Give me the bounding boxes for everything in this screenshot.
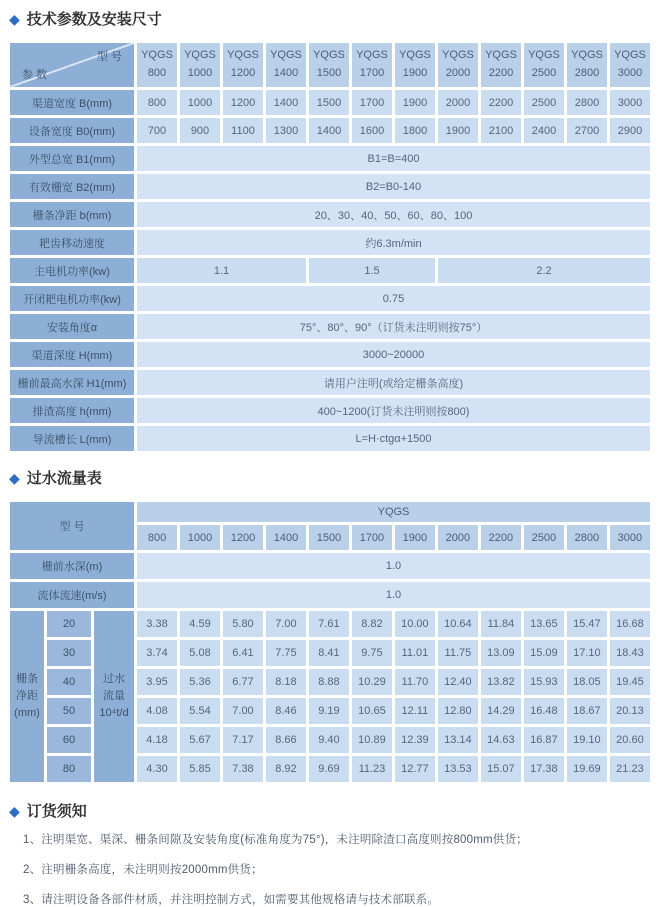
table-row	[10, 553, 650, 579]
table-header-row	[10, 502, 650, 522]
param-label: 有效栅宽 B2(mm)	[10, 174, 134, 199]
brand-text: YQGS	[356, 49, 388, 62]
param-label: 导流槽长 L(mm)	[10, 426, 134, 451]
flow-value: 7.17	[223, 727, 263, 753]
param-label: 渠道深度 H(mm)	[10, 342, 134, 367]
model-number-cell: 2800	[567, 525, 607, 550]
flow-value: 5.36	[180, 669, 220, 695]
model-number-cell: 800	[137, 525, 177, 550]
value-span-cell: 1.5	[309, 258, 435, 283]
model-number: 2000	[445, 67, 471, 79]
model-number-cell: 3000	[610, 525, 650, 550]
flow-value: 13.82	[481, 669, 521, 695]
flow-value: 21.23	[610, 756, 650, 782]
flow-value: 8.82	[352, 611, 392, 637]
param-label: 耙齿移动速度	[10, 230, 134, 255]
model-header-cell	[395, 43, 435, 87]
value-span-cell: L=H·ctgα+1500	[137, 426, 650, 451]
corner-header-cell	[10, 43, 134, 87]
model-header-cell	[352, 43, 392, 87]
flow-value: 5.67	[180, 727, 220, 753]
value-span-cell: 3000~20000	[137, 342, 650, 367]
value-cell: 2900	[610, 118, 650, 143]
model-number-cell: 2500	[524, 525, 564, 550]
value-cell: 2800	[567, 90, 607, 115]
value-cell: 1700	[352, 90, 392, 115]
param-label: 流体流速(m/s)	[10, 582, 134, 608]
value-cell: 2700	[567, 118, 607, 143]
value-span-cell: B1=B=400	[137, 146, 650, 171]
model-header-cell	[180, 43, 220, 87]
model-header-cell	[524, 43, 564, 87]
flow-value: 10.65	[352, 698, 392, 724]
flow-value: 11.01	[395, 640, 435, 666]
table-row	[10, 202, 650, 227]
label-line: 栅条	[16, 672, 38, 685]
value-span-cell: 0.75	[137, 286, 650, 311]
model-number: 1200	[230, 67, 256, 79]
flow-value: 12.39	[395, 727, 435, 753]
value-cell: 1900	[395, 90, 435, 115]
flow-value: 17.10	[567, 640, 607, 666]
flow-value: 11.70	[395, 669, 435, 695]
flow-value: 16.68	[610, 611, 650, 637]
value-span-cell: 1.0	[137, 553, 650, 579]
param-label: 开闭耙电机功率(kw)	[10, 286, 134, 311]
brand-text: YQGS	[485, 49, 517, 62]
flow-value: 12.80	[438, 698, 478, 724]
order-note-3: 3、请注明设备各部件材质，并注明控制方式，如需要其他规格请与技术部联系。	[23, 894, 440, 906]
model-number: 1700	[359, 67, 385, 79]
gap-value: 60	[47, 727, 91, 753]
flow-value: 18.05	[567, 669, 607, 695]
value-cell: 2200	[481, 90, 521, 115]
flow-value: 7.00	[266, 611, 306, 637]
param-label: 外型总宽 B1(mm)	[10, 146, 134, 171]
model-header-cell	[567, 43, 607, 87]
brand-text: YQGS	[571, 49, 603, 62]
flow-value: 10.00	[395, 611, 435, 637]
value-span-cell: 1.1	[137, 258, 306, 283]
model-number-cell: 1200	[223, 525, 263, 550]
flow-value: 18.67	[567, 698, 607, 724]
brand-text: YQGS	[313, 49, 345, 62]
table-row	[10, 342, 650, 367]
value-cell: 1200	[223, 90, 263, 115]
diamond-icon: ◆	[9, 469, 20, 486]
flow-value: 4.30	[137, 756, 177, 782]
flow-value: 13.09	[481, 640, 521, 666]
value-cell: 2400	[524, 118, 564, 143]
model-header-cell	[309, 43, 349, 87]
table-row	[10, 118, 650, 143]
flow-value: 11.23	[352, 756, 392, 782]
flow-value: 4.59	[180, 611, 220, 637]
value-cell: 2000	[438, 90, 478, 115]
table-row	[10, 258, 650, 283]
table-row	[10, 146, 650, 171]
flow-value: 8.41	[309, 640, 349, 666]
value-span-cell: 20、30、40、50、60、80、100	[137, 202, 650, 227]
brand-text: YQGS	[270, 49, 302, 62]
flow-value: 5.85	[180, 756, 220, 782]
flow-value: 11.84	[481, 611, 521, 637]
value-cell: 2100	[481, 118, 521, 143]
brand-text: YQGS	[227, 49, 259, 62]
param-label: 渠道宽度 B(mm)	[10, 90, 134, 115]
flow-value: 3.95	[137, 669, 177, 695]
value-span-cell: 请用户注明(或给定栅条高度)	[137, 370, 650, 395]
label-line: 10⁴t/d	[99, 707, 129, 720]
model-number: 2500	[531, 67, 557, 79]
flow-value: 13.53	[438, 756, 478, 782]
order-notes	[23, 831, 653, 907]
table-row	[10, 398, 650, 423]
flow-value: 7.00	[223, 698, 263, 724]
model-number: 2800	[574, 67, 600, 79]
flow-value: 17.38	[524, 756, 564, 782]
value-cell: 1100	[223, 118, 263, 143]
flow-value: 19.69	[567, 756, 607, 782]
flow-value: 8.92	[266, 756, 306, 782]
flow-value: 16.87	[524, 727, 564, 753]
flow-value: 13.65	[524, 611, 564, 637]
flow-value: 10.89	[352, 727, 392, 753]
flow-value: 3.38	[137, 611, 177, 637]
value-span-cell: B2=B0-140	[137, 174, 650, 199]
param-label: 栅前水深(m)	[10, 553, 134, 579]
model-number: 3000	[617, 67, 643, 79]
flow-value: 19.10	[567, 727, 607, 753]
model-number-cell: 2000	[438, 525, 478, 550]
flow-value: 10.29	[352, 669, 392, 695]
flow-value: 16.48	[524, 698, 564, 724]
gap-value: 30	[47, 640, 91, 666]
value-cell: 1300	[266, 118, 306, 143]
value-cell: 900	[180, 118, 220, 143]
flow-value: 12.11	[395, 698, 435, 724]
table-row	[10, 611, 650, 637]
flow-value: 4.18	[137, 727, 177, 753]
diamond-icon: ◆	[9, 10, 20, 27]
flow-value: 10.64	[438, 611, 478, 637]
model-header-cell	[610, 43, 650, 87]
table-row	[10, 174, 650, 199]
model-header-cell	[223, 43, 263, 87]
order-note-2: 2、注明栅条高度，未注明则按2000mm供货；	[23, 864, 263, 876]
table-row	[10, 370, 650, 395]
flow-value: 8.18	[266, 669, 306, 695]
gap-value: 20	[47, 611, 91, 637]
param-label: 排渣高度 h(mm)	[10, 398, 134, 423]
label-line: 流量	[103, 689, 125, 702]
value-cell: 800	[137, 90, 177, 115]
value-span-cell: 400~1200(订货未注明则按800)	[137, 398, 650, 423]
flow-value: 4.08	[137, 698, 177, 724]
param-label: 设备宽度 B0(mm)	[10, 118, 134, 143]
label-line: 过水	[103, 672, 125, 685]
model-number-cell: 1500	[309, 525, 349, 550]
model-number-cell: 1900	[395, 525, 435, 550]
flow-value: 5.80	[223, 611, 263, 637]
flow-value: 12.77	[395, 756, 435, 782]
flow-value: 7.75	[266, 640, 306, 666]
value-cell: 1000	[180, 90, 220, 115]
brand-text: YQGS	[442, 49, 474, 62]
model-number: 800	[147, 67, 167, 79]
value-span-cell: 2.2	[438, 258, 650, 283]
section-title-order-notes	[9, 800, 653, 821]
flow-value: 18.43	[610, 640, 650, 666]
brand-text: YQGS	[141, 49, 173, 62]
flow-value: 7.61	[309, 611, 349, 637]
flow-value: 11.75	[438, 640, 478, 666]
flow-unit-label	[94, 611, 134, 782]
corner-model-cell: 型 号	[10, 502, 134, 550]
flow-value: 9.19	[309, 698, 349, 724]
flow-value: 14.63	[481, 727, 521, 753]
corner-model-label: 型 号	[96, 51, 122, 63]
param-label: 主电机功率(kw)	[10, 258, 134, 283]
label-line: 净距	[16, 689, 38, 702]
model-number: 1500	[316, 67, 342, 79]
brand-text: YQGS	[614, 49, 646, 62]
bar-spacing-label	[10, 611, 44, 782]
model-number-cell: 1000	[180, 525, 220, 550]
order-note-1: 1、注明渠宽、渠深、栅条间隙及安装角度(标准角度为75°)，未注明除渣口高度则按800mm供货；	[23, 834, 528, 846]
brand-text: YQGS	[399, 49, 431, 62]
flow-value: 20.13	[610, 698, 650, 724]
gap-value: 50	[47, 698, 91, 724]
diamond-icon: ◆	[9, 802, 20, 819]
flow-value: 15.09	[524, 640, 564, 666]
table-row	[10, 314, 650, 339]
model-number: 1900	[402, 67, 428, 79]
value-span-cell: 约6.3m/min	[137, 230, 650, 255]
flow-value: 13.14	[438, 727, 478, 753]
value-cell: 1900	[438, 118, 478, 143]
param-label: 栅条净距 b(mm)	[10, 202, 134, 227]
section-title-tech-params	[9, 8, 653, 29]
model-header-cell	[481, 43, 521, 87]
flow-value: 14.29	[481, 698, 521, 724]
section-title-flow-table	[9, 467, 653, 488]
flow-value: 7.38	[223, 756, 263, 782]
label-line: (mm)	[14, 707, 40, 720]
flow-value: 12.40	[438, 669, 478, 695]
model-header-cell	[438, 43, 478, 87]
model-header-cell	[266, 43, 306, 87]
flow-value: 5.08	[180, 640, 220, 666]
flow-value: 19.45	[610, 669, 650, 695]
model-number: 1000	[187, 67, 213, 79]
param-label: 栅前最高水深 H1(mm)	[10, 370, 134, 395]
tech-params-table	[7, 40, 653, 454]
flow-value: 15.07	[481, 756, 521, 782]
section-title-text: 技术参数及安装尺寸	[26, 11, 162, 28]
value-cell: 1800	[395, 118, 435, 143]
flow-value: 8.46	[266, 698, 306, 724]
flow-value: 6.77	[223, 669, 263, 695]
flow-value: 9.40	[309, 727, 349, 753]
gap-value: 80	[47, 756, 91, 782]
value-span-cell: 1.0	[137, 582, 650, 608]
section-title-text: 过水流量表	[26, 470, 102, 487]
value-cell: 2500	[524, 90, 564, 115]
model-number: 2200	[488, 67, 514, 79]
flow-value: 20.60	[610, 727, 650, 753]
value-cell: 1400	[309, 118, 349, 143]
section-title-text: 订货须知	[26, 803, 87, 820]
table-row	[10, 90, 650, 115]
param-label: 安装角度α	[10, 314, 134, 339]
model-number: 1400	[273, 67, 299, 79]
flow-table	[7, 499, 653, 785]
table-row	[10, 582, 650, 608]
model-number-cell: 1400	[266, 525, 306, 550]
flow-value: 8.88	[309, 669, 349, 695]
flow-value: 9.69	[309, 756, 349, 782]
brand-header-cell: YQGS	[137, 502, 650, 522]
table-row	[10, 230, 650, 255]
table-row	[10, 286, 650, 311]
value-cell: 3000	[610, 90, 650, 115]
flow-value: 8.66	[266, 727, 306, 753]
flow-value: 15.47	[567, 611, 607, 637]
table-header-row	[10, 43, 650, 87]
value-cell: 1400	[266, 90, 306, 115]
flow-value: 3.74	[137, 640, 177, 666]
value-cell: 1600	[352, 118, 392, 143]
value-cell: 700	[137, 118, 177, 143]
brand-text: YQGS	[528, 49, 560, 62]
value-span-cell: 75°、80°、90°（订货未注明则按75°）	[137, 314, 650, 339]
flow-value: 6.41	[223, 640, 263, 666]
table-row	[10, 426, 650, 451]
value-cell: 1500	[309, 90, 349, 115]
flow-value: 15.93	[524, 669, 564, 695]
flow-value: 5.54	[180, 698, 220, 724]
model-number-cell: 2200	[481, 525, 521, 550]
corner-param-label: 参 数	[22, 69, 48, 81]
gap-value: 40	[47, 669, 91, 695]
flow-value: 9.75	[352, 640, 392, 666]
model-number-cell: 1700	[352, 525, 392, 550]
brand-text: YQGS	[184, 49, 216, 62]
model-header-cell	[137, 43, 177, 87]
